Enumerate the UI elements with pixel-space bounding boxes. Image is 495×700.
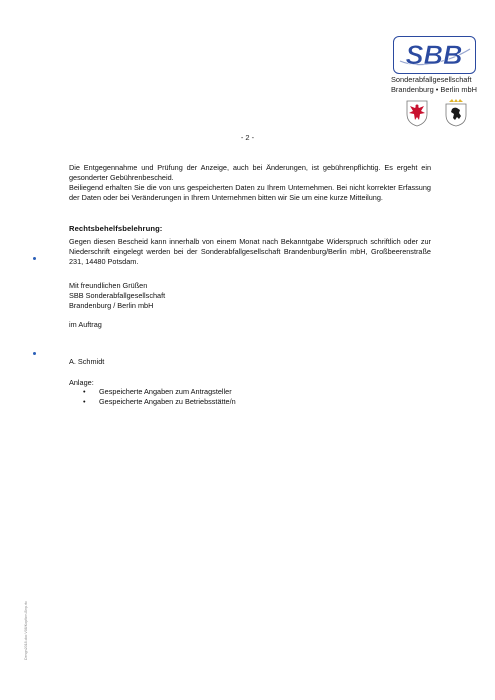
sender-org-line-2: Brandenburg / Berlin mbH [69,301,154,310]
attachments-label: Anlage: [69,378,94,387]
legal-remedy-heading: Rechtsbehelfsbelehrung: [69,224,163,233]
closing-greeting: Mit freundlichen Grüßen [69,281,148,290]
page-number: - 2 - [240,133,255,142]
company-line-1: Sonderabfallgesellschaft [391,75,472,84]
attachment-item-label: Gespeicherte Angaben zum Antragsteller [99,387,232,396]
sbb-logo-mark [394,37,475,73]
sender-org-line-1: SBB Sonderabfallgesellschaft [69,291,166,300]
bullet-icon: • [83,397,86,406]
brandenburg-eagle-icon [405,99,429,127]
punch-mark-icon [33,352,36,355]
attachment-item [83,387,232,397]
on-behalf-line: im Auftrag [69,320,102,329]
enclosed-data-paragraph: Beiliegend erhalten Sie die von uns gespeicherten Daten zu Ihrem Unternehmen. Bei nicht korrekter Erfassung der Daten oder bei Veränderungen in Ihrem Unternehmen bitten wir Sie um eine kurze Mitteilung. [69,183,431,203]
sbb-logo-text: SBB [405,40,463,70]
company-name [391,75,481,95]
fold-mark-icon [33,257,36,260]
fee-paragraph: Die Entgegennahme und Prüfung der Anzeige, auch bei Änderungen, ist gebührenpflichtig. Es ergeht ein gesonderter Gebührenbescheid. [69,163,431,183]
sbb-logo [393,36,476,74]
legal-remedy-text: Gegen diesen Bescheid kann innerhalb von einem Monat nach Bekanntgabe Widerspruch schriftlich oder zur Niederschrift eingelegt werden bei der Sonderabfallgesellschaft Brandenburg/Berlin mbH, Großbeerenstraße 231, 14480 Potsdam. [69,237,431,267]
signer-name: A. Schmidt [69,357,105,366]
attachment-item-label: Gespeicherte Angaben zu Betriebsstätte/n [99,397,236,406]
company-line-2: Brandenburg • Berlin mbH [391,85,477,94]
berlin-bear-icon [444,99,468,127]
attachment-item [83,397,236,407]
template-reference: Dengn2018.doc V08/Kopfbrn-Bnp.rtc [24,601,28,660]
bullet-icon: • [83,387,86,396]
